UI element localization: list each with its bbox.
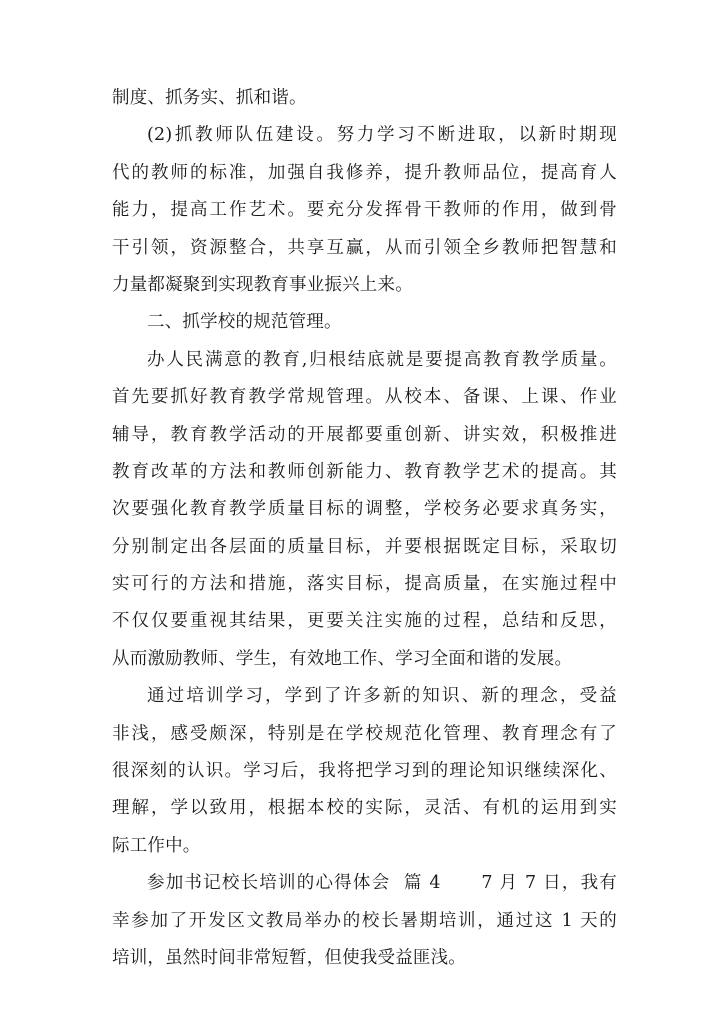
paragraph-continuation [112,80,617,117]
text-line: 从而激励教师、学生，有效地工作、学习全面和谐的发展。 [112,648,573,669]
section-heading [112,304,617,341]
text-line: 教育改革的方法和教师创新能力、教育教学艺术的提高。其 [112,461,617,482]
text-line: 通过培训学习，学到了许多新的知识、新的理念，受益 [147,686,617,707]
text-line: 办人民满意的教育,归根结底就是要提高教育教学质量。 [147,349,617,370]
paragraph-training [112,678,617,865]
text-line: 首先要抓好教育教学常规管理。从校本、备课、上课、作业 [112,387,617,408]
text-line: 非浅，感受颇深，特别是在学校规范化管理、教育理念有了 [112,723,617,744]
text-line: 代的教师的标准，加强自我修养，提升教师品位，提高育人 [112,162,617,183]
paragraph-article-4 [112,865,617,977]
text-line: 很深刻的认识。学习后，我将把学习到的理论知识继续深化、 [112,761,617,782]
text-line: 参加书记校长培训的心得体会 篇 4 7 月 7 日，我有 [147,873,617,894]
paragraph-quality [112,342,617,679]
text-line: 理解，学以致用，根据本校的实际，灵活、有机的运用到实 [112,798,617,819]
text-line: 干引领，资源整合，共享互赢，从而引领全乡教师把智慧和 [112,237,617,258]
text-line: 制度、抓务实、抓和谐。 [112,88,307,108]
text-line: 力量都凝聚到实现教育事业振兴上来。 [112,274,413,295]
document-page [112,80,617,977]
text-line: 辅导，教育教学活动的开展都要重创新、讲实效，积极推进 [112,424,617,445]
heading-line: 二、抓学校的规范管理。 [147,312,342,333]
text-line: 培训，虽然时间非常短暂，但使我受益匪浅。 [112,947,466,968]
text-line: (2)抓教师队伍建设。努力学习不断进取，以新时期现 [147,125,617,146]
text-line: 际工作中。 [112,835,201,856]
paragraph-teacher-team [112,117,617,304]
text-line: 能力，提高工作艺术。要充分发挥骨干教师的作用，做到骨 [112,200,617,221]
text-line: 实可行的方法和措施，落实目标，提高质量，在实施过程中 [112,574,617,595]
text-line: 不仅仅要重视其结果，更要关注实施的过程，总结和反思， [112,611,617,632]
text-line: 分别制定出各层面的质量目标，并要根据既定目标，采取切 [112,536,617,557]
text-line: 幸参加了开发区文教局举办的校长暑期培训，通过这 1 天的 [112,910,617,931]
text-line: 次要强化教育教学质量目标的调整，学校务必要求真务实， [112,499,617,520]
